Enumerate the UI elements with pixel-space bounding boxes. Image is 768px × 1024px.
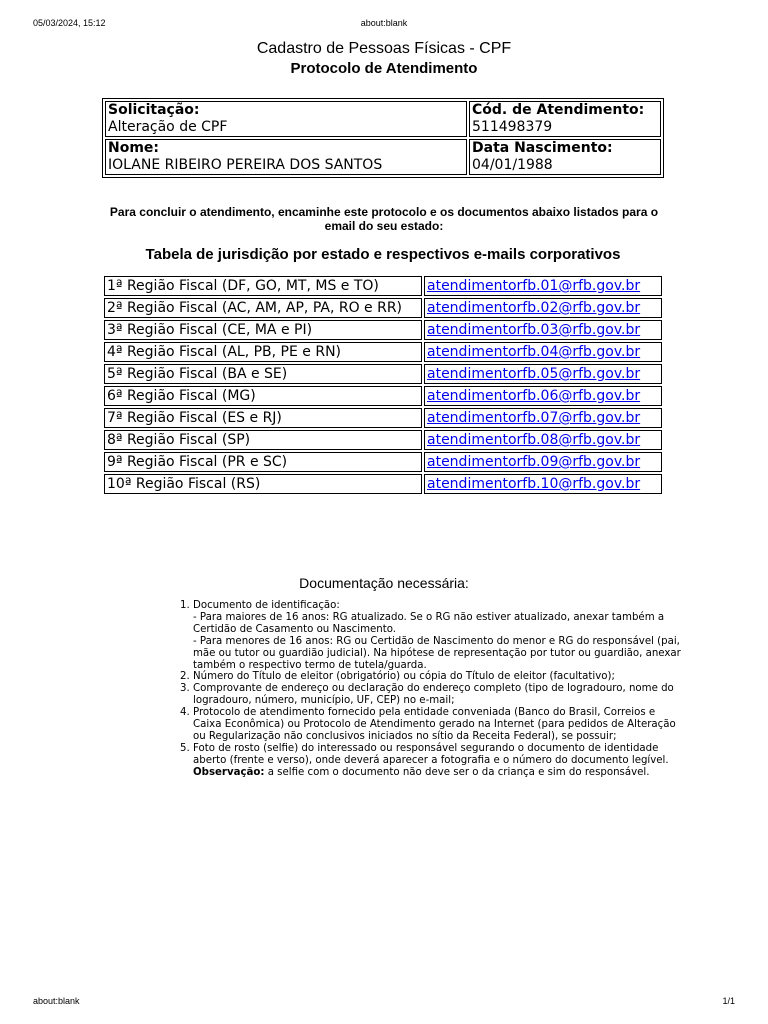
email-link[interactable]: atendimentorfb.10@rfb.gov.br [427,476,641,492]
jurisdiction-table [102,274,664,496]
list-item [193,743,683,779]
region-cell: 2ª Região Fiscal (AC, AM, AP, PA, RO e RR) [104,298,422,318]
email-link[interactable]: atendimentorfb.07@rfb.gov.br [427,410,641,426]
print-page-url: about:blank [360,18,408,28]
jurisdiction-title: Tabela de jurisdição por estado e respectivos e-mails corporativos [145,246,621,263]
region-cell: 3ª Região Fiscal (CE, MA e PI) [104,320,422,340]
table-row [104,276,662,296]
email-link[interactable]: atendimentorfb.02@rfb.gov.br [427,300,641,316]
print-header [33,18,735,32]
region-cell: 6ª Região Fiscal (MG) [104,386,422,406]
table-row [104,364,662,384]
nome-value: IOLANE RIBEIRO PEREIRA DOS SANTOS [108,157,383,173]
list-item [193,683,683,707]
codigo-label: Cód. de Atendimento: [472,102,645,118]
instruction-text: Para concluir o atendimento, encaminhe este protocolo e os documentos abaixo listados para o email do seu estado: [109,205,659,233]
doc-item1-sub1: - Para maiores de 16 anos: RG atualizado. Se o RG não estiver atualizado, anexar também a Certidão de Casamento ou Nascimento. [193,611,665,635]
table-row [104,386,662,406]
doc-item3: Comprovante de endereço ou declaração do endereço completo (tipo de logradouro, nome do logradouro, número, município, UF, CEP) no e-mail; [193,683,674,707]
region-cell: 5ª Região Fiscal (BA e SE) [104,364,422,384]
solicitacao-value: Alteração de CPF [108,119,228,135]
table-row [104,342,662,362]
email-cell [424,408,662,428]
observation-label: Observação: [193,766,265,778]
email-cell [424,298,662,318]
region-cell: 9ª Região Fiscal (PR e SC) [104,452,422,472]
nome-label: Nome: [108,140,160,156]
email-link[interactable]: atendimentorfb.08@rfb.gov.br [427,432,641,448]
email-cell [424,430,662,450]
email-link[interactable]: atendimentorfb.04@rfb.gov.br [427,344,641,360]
codigo-cell [469,101,661,137]
solicitacao-label: Solicitação: [108,102,200,118]
doc-item1-sub2: - Para menores de 16 anos: RG ou Certidão de Nascimento do menor e RG do responsável (pai, mãe ou tutor ou guardião judicial). Na hipótese de representação por tutor ou guardião, anexar também o respectivo termo de tutela/guarda. [193,635,681,671]
table-row [104,298,662,318]
nome-cell [105,139,467,175]
region-cell: 4ª Região Fiscal (AL, PB, PE e RN) [104,342,422,362]
list-item [193,707,683,743]
email-cell [424,364,662,384]
email-link[interactable]: atendimentorfb.05@rfb.gov.br [427,366,641,382]
email-cell [424,342,662,362]
codigo-value: 511498379 [472,119,553,135]
doc-item1-main: Documento de identificação: [193,600,340,611]
page-title: Cadastro de Pessoas Físicas - CPF [256,40,512,57]
nascimento-value: 04/01/1988 [472,157,553,173]
email-cell [424,474,662,494]
solicitacao-cell [105,101,467,137]
documentation-title: Documentação necessária: [299,575,469,591]
email-cell [424,386,662,406]
email-link[interactable]: atendimentorfb.01@rfb.gov.br [427,278,641,294]
doc-item2: Número do Título de eleitor (obrigatório) ou cópia do Título de eleitor (facultativo); [193,671,615,683]
table-row [104,430,662,450]
doc-item4: Protocolo de atendimento fornecido pela entidade conveniada (Banco do Brasil, Correios e Caixa Econômica) ou Protocolo de Atendimento gerado na Internet (para pedidos de Alteração ou Regularização não conclusivos iniciados no sítio da Receita Federal), se possuir; [193,707,676,742]
email-link[interactable]: atendimentorfb.03@rfb.gov.br [427,322,641,338]
print-footer [33,996,735,1010]
table-row [104,408,662,428]
email-cell [424,276,662,296]
email-cell [424,320,662,340]
print-footer-url: about:blank [33,996,80,1006]
nascimento-cell [469,139,661,175]
protocol-info-table [102,98,664,178]
list-item [193,600,683,671]
doc-observation [193,767,683,779]
email-cell [424,452,662,472]
email-link[interactable]: atendimentorfb.06@rfb.gov.br [427,388,641,404]
region-cell: 1ª Região Fiscal (DF, GO, MT, MS e TO) [104,276,422,296]
region-cell: 7ª Região Fiscal (ES e RJ) [104,408,422,428]
nascimento-label: Data Nascimento: [472,140,613,156]
doc-item5: Foto de rosto (selfie) do interessado ou responsável segurando o documento de identidade aberto (frente e verso), onde deverá aparecer a fotografia e o número do documento legível. [193,742,669,766]
table-row [104,474,662,494]
table-row [104,452,662,472]
list-item [193,671,683,683]
documentation-list [176,600,683,779]
print-datetime: 05/03/2024, 15:12 [33,18,106,28]
page-subtitle: Protocolo de Atendimento [290,60,478,77]
region-cell: 8ª Região Fiscal (SP) [104,430,422,450]
region-cell: 10ª Região Fiscal (RS) [104,474,422,494]
observation-text: a selfie com o documento não deve ser o da criança e sim do responsável. [264,766,650,778]
table-row [104,320,662,340]
print-page-number: 1/1 [722,996,735,1006]
email-link[interactable]: atendimentorfb.09@rfb.gov.br [427,454,641,470]
